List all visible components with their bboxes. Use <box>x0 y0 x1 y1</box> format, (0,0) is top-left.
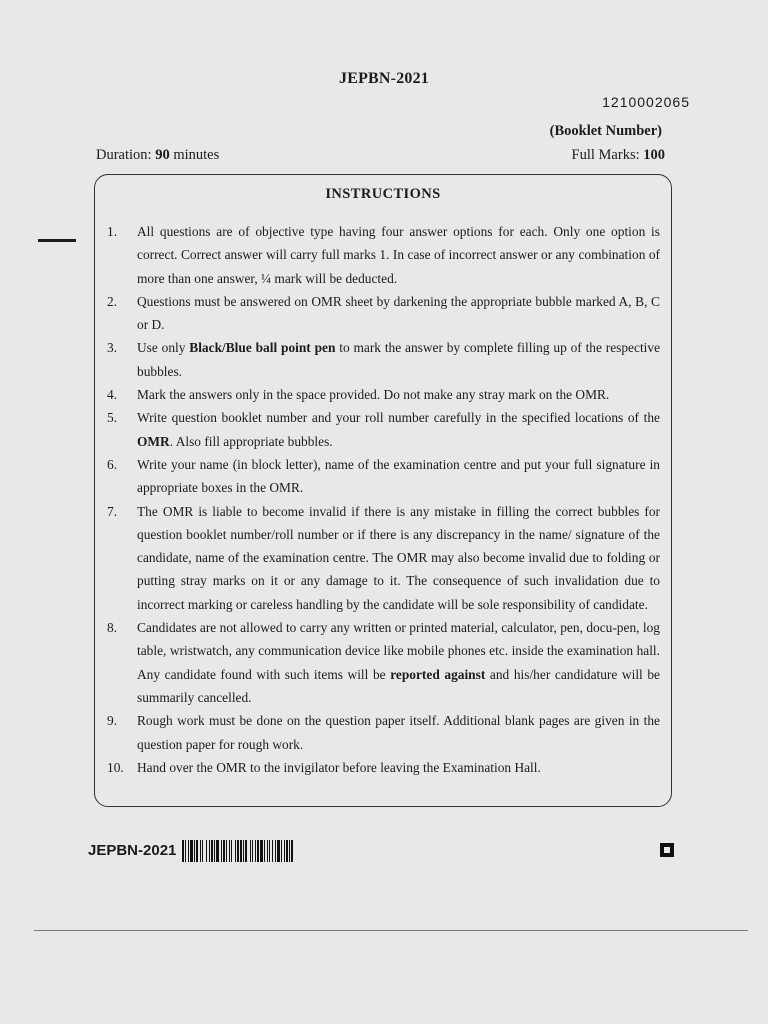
duration-value: 90 <box>155 147 170 163</box>
barcode-bar <box>257 840 259 862</box>
barcode-bar <box>286 840 288 862</box>
barcode-bar <box>194 840 195 862</box>
duration <box>96 147 219 164</box>
instruction-segment: . Also fill appropriate bubbles. <box>169 433 333 449</box>
instruction-item <box>95 500 671 616</box>
instruction-item <box>95 220 671 290</box>
barcode-bar <box>209 840 210 862</box>
instruction-text <box>137 756 660 779</box>
barcode-bar <box>214 840 215 862</box>
instruction-number: 7. <box>107 503 118 519</box>
instruction-text <box>137 383 660 406</box>
booklet-number-label: (Booklet Number) <box>549 123 662 139</box>
page-edge-line <box>34 930 748 931</box>
instruction-text <box>137 453 660 500</box>
instruction-number: 3. <box>107 340 118 356</box>
instruction-number: 8. <box>107 620 118 636</box>
instructions-title: INSTRUCTIONS <box>325 186 441 202</box>
instruction-item <box>95 756 671 779</box>
instruction-segment: Write question booklet number and your roll number carefully in the specified locations of the <box>137 410 660 426</box>
barcode-bar <box>216 840 219 862</box>
instruction-segment: Rough work must be done on the question paper itself. Additional blank pages are given in the question paper for rough work. <box>137 713 660 752</box>
instruction-number: 2. <box>107 293 118 309</box>
barcode-bar <box>243 840 244 862</box>
barcode <box>182 840 320 862</box>
barcode-bar <box>185 840 186 862</box>
instruction-segment: Candidates are not allowed to carry any written or printed material, calculator, pen, docu-pen, log table, wristwatch, any communication device like mobile phones etc. inside the examination hall. Any candidate found with such items will be <box>137 620 660 682</box>
barcode-bar <box>252 840 253 862</box>
footer-exam-code: JEPBN-2021 <box>88 842 177 859</box>
instruction-emphasis: Black/Blue ball point pen <box>189 340 336 356</box>
barcode-bar <box>281 840 282 862</box>
instruction-item <box>95 616 671 709</box>
barcode-bar <box>260 840 263 862</box>
instruction-number: 4. <box>107 387 118 403</box>
booklet-number: 1210002065 <box>602 94 690 110</box>
instruction-number: 1. <box>107 224 118 239</box>
barcode-bar <box>196 840 198 862</box>
instruction-text <box>137 220 660 290</box>
barcode-bar <box>264 840 265 862</box>
instruction-segment: All questions are of objective type having four answer options for each. Only one option is correct. Correct answer will carry full marks 1. In case of incorrect answer or any combination of more than one answer, ¼ mark will be deducted. <box>137 224 660 286</box>
instruction-text <box>137 709 660 756</box>
barcode-bar <box>269 840 270 862</box>
barcode-bar <box>200 840 201 862</box>
instruction-number: 6. <box>107 456 118 472</box>
duration-unit: minutes <box>173 147 220 163</box>
barcode-bar <box>289 840 290 862</box>
barcode-bar <box>235 840 236 862</box>
instruction-text <box>137 406 660 453</box>
instruction-item <box>95 383 671 406</box>
instruction-segment: Use only <box>137 340 190 356</box>
instruction-segment: to mark the answer by complete filling up of the respective bubbles. <box>137 340 661 379</box>
barcode-bar <box>221 840 222 862</box>
barcode-bar <box>250 840 251 862</box>
instruction-segment: Questions must be answered on OMR sheet by darkening the appropriate bubble marked A, B, C or D. <box>137 293 660 333</box>
barcode-bar <box>202 840 203 862</box>
instructions-list <box>95 220 671 779</box>
instruction-segment: and his/her candidature will be summarily cancelled. <box>137 666 660 705</box>
barcode-bar <box>291 840 293 862</box>
barcode-bar <box>206 840 207 862</box>
barcode-bar <box>190 840 193 862</box>
barcode-bar <box>240 840 242 862</box>
instruction-number: 5. <box>107 410 118 426</box>
barcode-bar <box>245 840 247 862</box>
barcode-bar <box>275 840 276 862</box>
instruction-item <box>95 453 671 500</box>
barcode-bar <box>211 840 213 862</box>
barcode-bar <box>237 840 239 862</box>
barcode-bar <box>267 840 268 862</box>
barcode-bar <box>229 840 230 862</box>
instruction-item <box>95 336 671 383</box>
barcode-bar <box>272 840 273 862</box>
instruction-segment: Hand over the OMR to the invigilator before leaving the Examination Hall. <box>137 759 541 775</box>
full-marks-value: 100 <box>643 147 665 163</box>
barcode-bar <box>223 840 225 862</box>
instruction-segment: Write your name (in block letter), name of the examination centre and put your full signature in appropriate boxes in the OMR. <box>137 456 660 496</box>
instruction-emphasis: reported against <box>390 666 486 682</box>
instruction-segment: The OMR is liable to become invalid if there is any mistake in filling the correct bubbles for question booklet number/roll number or if there is any discrepancy in the name/ signature of the candidate, name of the examination centre. The OMR may also become invalid due to folding or putting stray marks on it or any damage to it. The consequence of such invalidation due to incorrect marking or careless handling by the candidate will be sole responsibility of candidate. <box>137 503 660 612</box>
barcode-bar <box>188 840 189 862</box>
barcode-bar <box>182 840 184 862</box>
instruction-text <box>137 290 660 337</box>
instruction-text <box>137 616 660 709</box>
barcode-bar <box>231 840 232 862</box>
instruction-item <box>95 709 671 756</box>
instruction-text <box>137 336 660 383</box>
instruction-emphasis: OMR <box>137 433 170 449</box>
instruction-item <box>95 406 671 453</box>
duration-label: Duration: <box>96 147 152 163</box>
barcode-bar <box>277 840 280 862</box>
barcode-bar <box>226 840 227 862</box>
margin-mark <box>38 239 76 242</box>
full-marks-label: Full Marks: <box>571 147 640 163</box>
instruction-number: 9. <box>107 713 118 729</box>
instruction-segment: Mark the answers only in the space provided. Do not make any stray mark on the OMR. <box>137 387 610 403</box>
instructions-box <box>94 174 672 807</box>
barcode-bar <box>255 840 256 862</box>
registration-mark <box>660 843 674 857</box>
instruction-item <box>95 290 671 337</box>
instruction-number: 10. <box>107 759 124 775</box>
full-marks <box>572 147 665 164</box>
barcode-bar <box>284 840 285 862</box>
exam-code-title: JEPBN-2021 <box>339 70 429 87</box>
instruction-text <box>137 500 660 616</box>
